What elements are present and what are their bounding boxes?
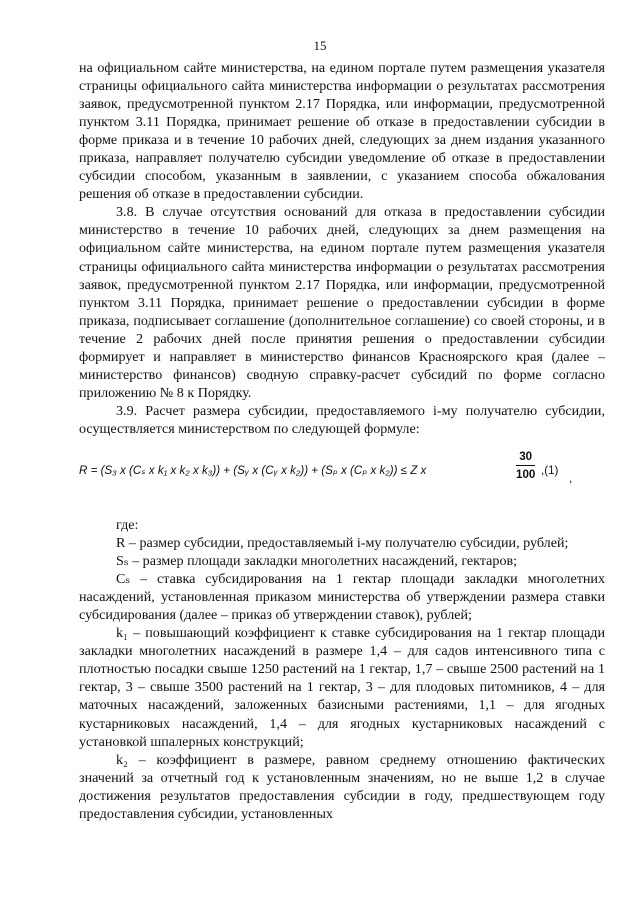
fraction-denominator: 100 (516, 467, 536, 481)
subsidy-formula (79, 448, 605, 502)
definition-r: R – размер субсидии, предоставляемый i-му получателю субсидии, рублей; (116, 535, 569, 552)
definition-s: Sₛ – размер площади закладки многолетних насаждений, гектаров; (116, 553, 518, 570)
paragraph-3-9: 3.9. Расчет размера субсидии, предоставляемого i-му получателю субсидии, осуществляется министерством по следующей формуле: (79, 402, 605, 437)
formula-number: ,(1) (541, 463, 559, 477)
formula-trailing-comma: , (569, 471, 573, 485)
formula-expression: R = (S₃ x (Cₛ x k₁ x k₂ x k₃)) + (Sᵧ x (Cᵧ x k₂)) + (Sₚ x (Cₚ x k₂)) ≤ Z x (79, 463, 427, 477)
formula-fraction (516, 448, 535, 483)
paragraph-3-8: 3.8. В случае отсутствия оснований для отказа в предоставлении субсидии министерство в течение 10 рабочих дней, следующих за днем размещения на официальном сайте министерства, на едином портале путем размещения указателя страницы официального сайта министерства информации о результатах рассмотрения заявок, предусмотренной пунктом 2.17 Порядка, или информации, предусмотренной пунктом 3.11 Порядка, принимает решение о предоставлении субсидии в форме приказа, подписывает соглашение (дополнительное соглашение) со своей стороны, и в течение 2 рабочих дней после принятия решения о предоставлении субсидии формирует и направляет в министерство финансов Красноярского края (далее – министерство финансов) сводную справку-расчет субсидий по форме согласно приложению № 8 к Порядку. (79, 204, 605, 401)
definition-k2: k₂ – коэффициент в размере, равном среднему отношению фактических значений за отчетный год к установленным значениям, но не выше 1,2 в случае достижения результатов предоставления субсидии в году, предшествующем году предоставления субсидии, установленных (79, 751, 605, 822)
paragraph-continuation: на официальном сайте министерства, на едином портале путем размещения указателя страницы официального сайта министерства информации о результатах рассмотрения заявок, предусмотренной пунктом 2.17 Порядка, или информации, предусмотренной пунктом 3.11 Порядка, принимает решение об отказе в предоставлении субсидии в форме приказа и в течение 10 рабочих дней, следующих за днем издания указанного приказа, направляет получателю субсидии уведомление об отказе в предоставлении субсидии способом, указанным в заявлении, с указанием способа обжалования решения об отказе в предоставлении субсидии. (79, 60, 605, 203)
definition-c: Cₛ – ставка субсидирования на 1 гектар площади закладки многолетних насаждений, установленная приказом министерства об утверждении размера ставки субсидирования (далее – приказ об утверждении ставок), рублей; (79, 571, 605, 624)
fraction-numerator: 30 (516, 448, 535, 466)
page-number: 15 (313, 38, 327, 53)
where-label: где: (116, 516, 139, 533)
document-body (79, 59, 605, 823)
definition-k1: k₁ – повышающий коэффициент к ставке субсидирования на 1 гектар площади закладки многолетних насаждений в размере 1,4 – для садов интенсивного типа с плотностью посадки свыше 1250 растений на 1 гектар, 1,7 – свыше 2500 растений на 1 гектар, 3 – свыше 3500 растений на 1 гектар, 3 – для плодовых питомников, 4 – для маточных насаждений, заложенных базисными растениями, 1,1 – для ягодных кустарниковых насаждений, 1,4 – для ягодных кустарниковых насаждений с установкой шпалерных конструкций; (79, 625, 605, 750)
